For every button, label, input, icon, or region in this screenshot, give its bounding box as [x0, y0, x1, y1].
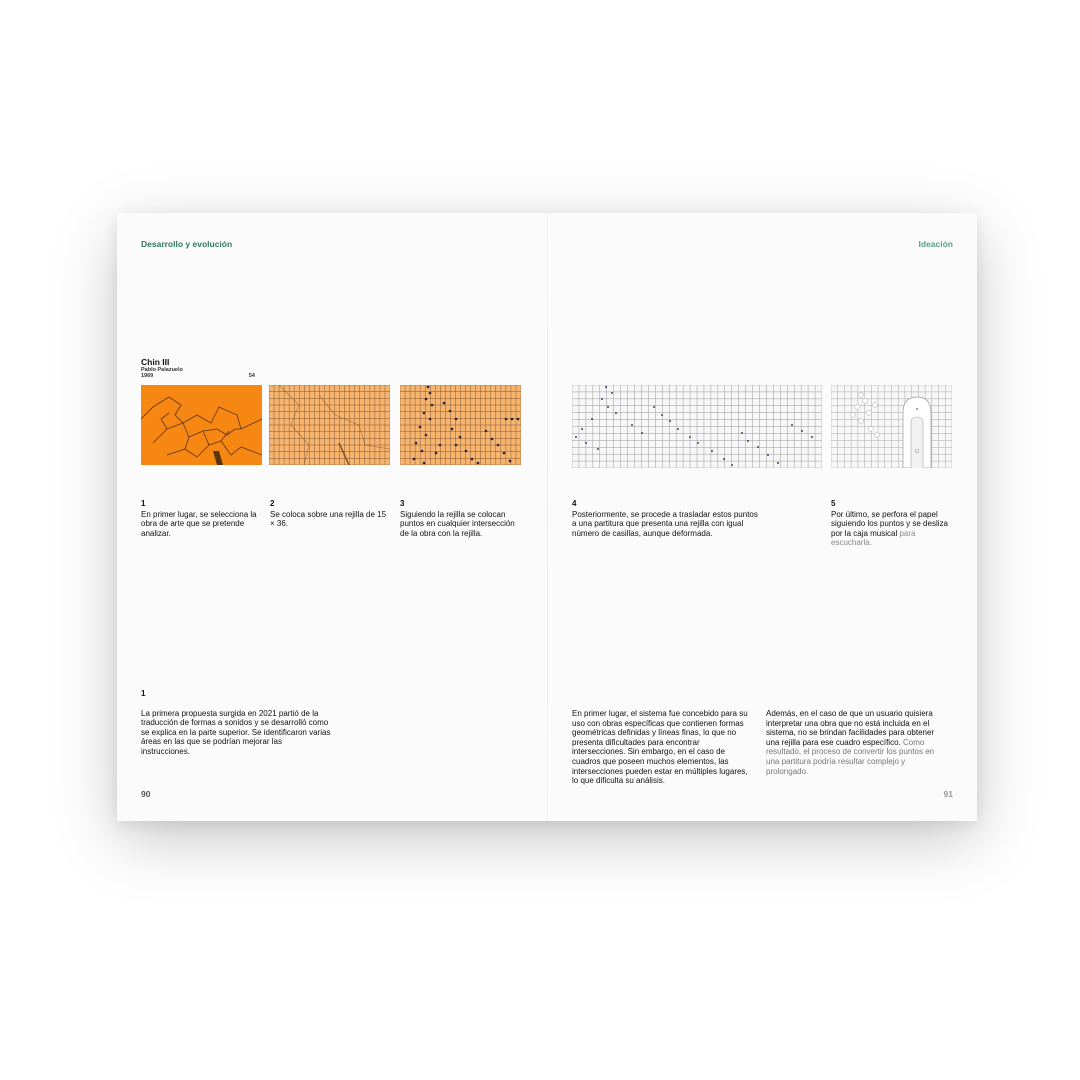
- artwork-year: 1969: [141, 373, 154, 379]
- step-5-number: 5: [831, 499, 836, 508]
- step-5: [831, 499, 953, 548]
- step-2-number: 2: [270, 499, 275, 508]
- page-number-right: 91: [943, 789, 953, 799]
- artwork-image: [141, 385, 262, 465]
- step-4-text: Posteriormente, se procede a trasladar estos puntos a una partitura que presenta una rejilla con igual número de casillas, aunque deformada.: [572, 509, 758, 538]
- artwork-title: Chin III: [141, 357, 170, 367]
- body-right-col2: [766, 709, 948, 776]
- step-5-text-light: para escucharla.: [831, 528, 916, 548]
- step-5-text: Por último, se perfora el papel siguiendo los puntos y se desliza por la caja musical: [831, 509, 948, 538]
- step-1: [141, 499, 265, 538]
- body-left-number: 1: [141, 689, 146, 698]
- step-3: [400, 499, 520, 538]
- dots-grid-image: [400, 385, 521, 465]
- book-spread: [117, 213, 977, 821]
- artwork-number: 54: [248, 373, 255, 379]
- artwork-artist: Pablo Palazuelo: [141, 367, 183, 373]
- running-header-right: Ideación: [918, 239, 953, 249]
- body-left-text: La primera propuesta surgida en 2021 partió de la traducción de formas a sonidos y se desarrolló como se explica en la parte superior. Se identificaron varias áreas en las que se podrían mejorar las instrucciones.: [141, 708, 331, 756]
- page-number-left: 90: [141, 789, 151, 799]
- step-1-text: En primer lugar, se selecciona la obra de arte que se pretende analizar.: [141, 509, 257, 538]
- music-box-image: [831, 385, 952, 468]
- body-left: [141, 689, 331, 757]
- running-header-left: Desarrollo y evolución: [141, 239, 233, 249]
- step-2-text: Se coloca sobre una rejilla de 15 × 36.: [270, 509, 387, 529]
- grid-overlay-image: [269, 385, 390, 465]
- step-3-text: Siguiendo la rejilla se colocan puntos en cualquier intersección de la obra con la rejilla.: [400, 509, 515, 538]
- body-right-col1: En primer lugar, el sistema fue concebido para su uso con obras específicas que contienen formas geométricas definidas y líneas finas, lo que no presenta dificultades para encontrar intersecciones. Sin embargo, en el caso de cuadros que poseen muchos elementos, las intersecciones pueden estar en múltiples lugares, lo que dificulta su análisis.: [572, 709, 748, 786]
- body-right-col2-light: Como resultado, el proceso de convertir los puntos en una partitura podría resultar complejo y prolongado.: [766, 737, 935, 776]
- step-2: [270, 499, 388, 529]
- score-grid-image: [572, 385, 822, 468]
- step-1-number: 1: [141, 499, 146, 508]
- step-3-number: 3: [400, 499, 405, 508]
- step-4-number: 4: [572, 499, 577, 508]
- body-right-col2-text: Además, en el caso de que un usuario quisiera interpretar una obra que no está incluida en el sistema, no se brindan facilidades para obtener una rejilla para ese cuadro específico.: [766, 709, 935, 747]
- step-4: [572, 499, 762, 538]
- artwork-caption: [141, 357, 255, 379]
